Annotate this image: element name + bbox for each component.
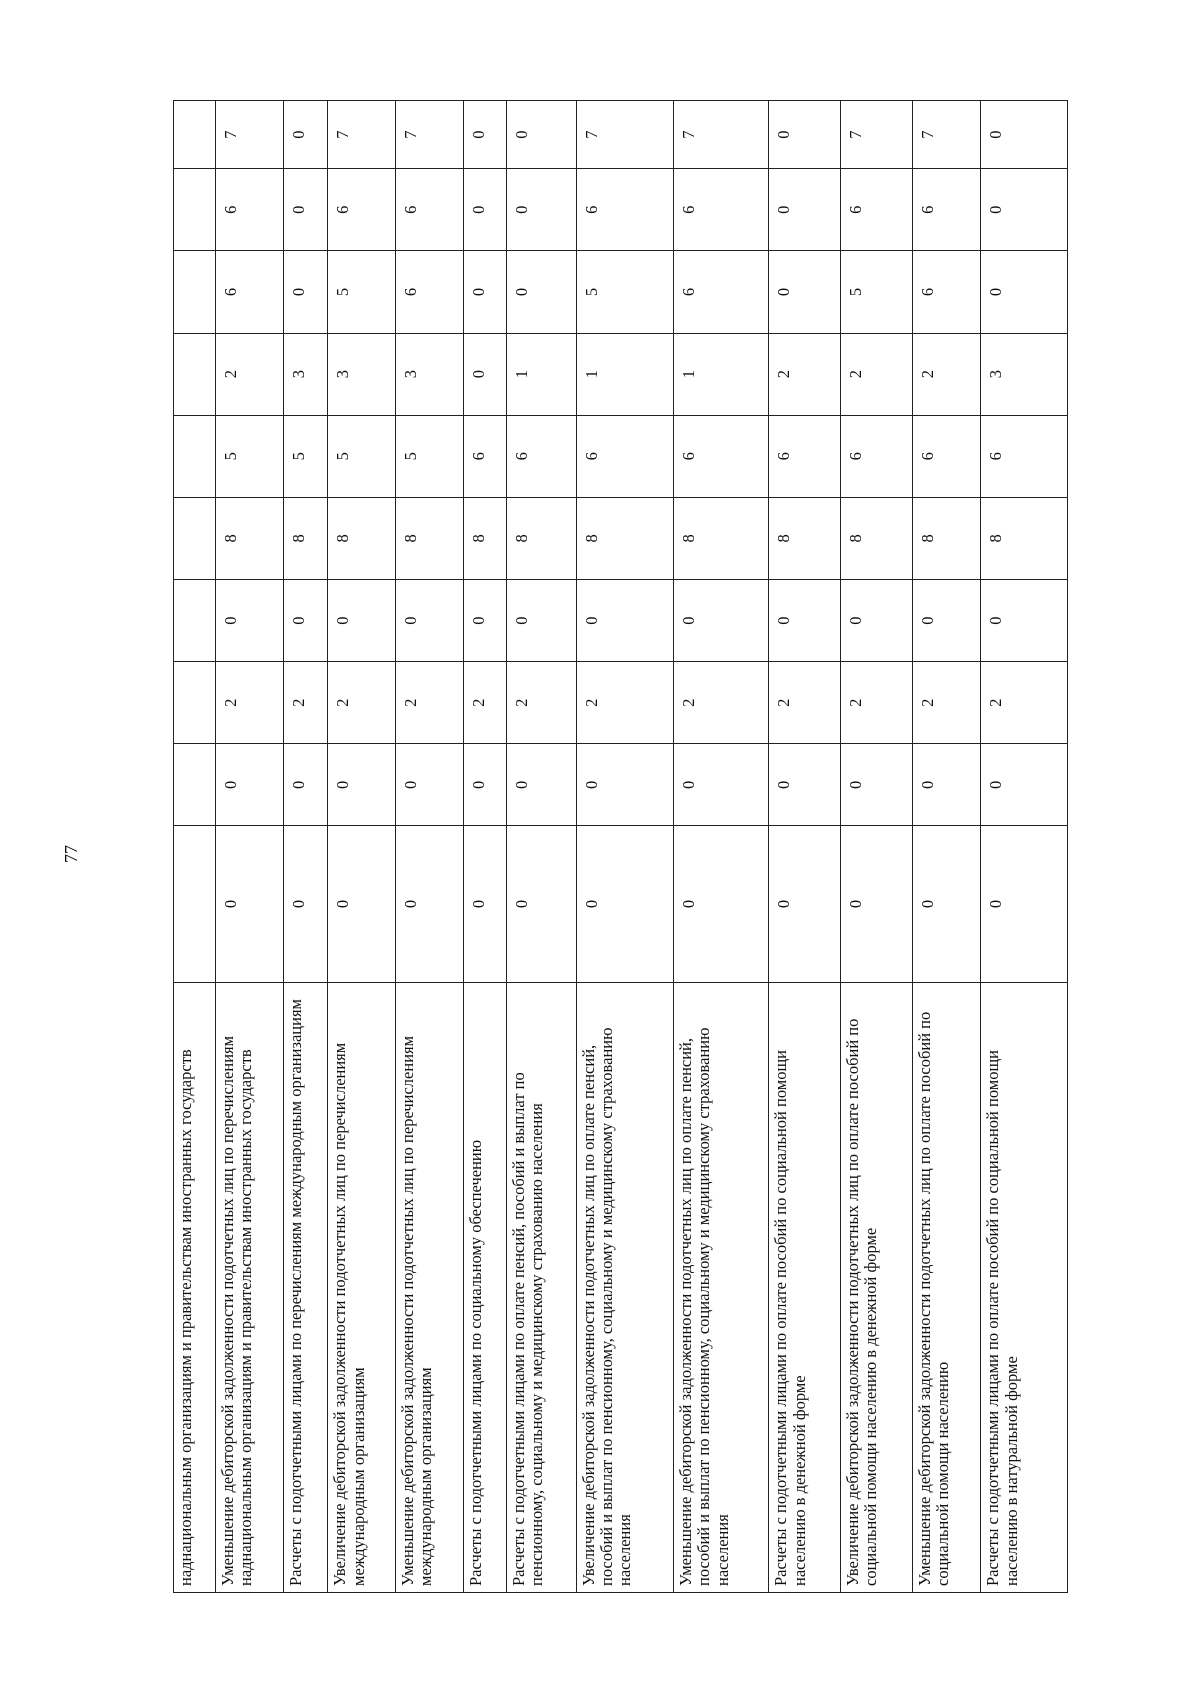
- table-cell: 0: [769, 580, 841, 662]
- row-label: Уменьшение дебиторской задолженности подотчетных лиц по перечислениям наднациональным организациям и правительствам иностранных государств: [215, 982, 284, 1592]
- table-cell: 0: [981, 826, 1068, 982]
- table-cell: 8: [912, 497, 981, 579]
- table-cell: 0: [215, 744, 284, 826]
- table-cell: [174, 744, 216, 826]
- table-cell: 0: [981, 744, 1068, 826]
- table-cell: 7: [912, 101, 981, 169]
- table-cell: [174, 580, 216, 662]
- table-cell: 5: [328, 415, 395, 497]
- table-cell: 0: [673, 826, 768, 982]
- table-cell: 8: [506, 497, 576, 579]
- table-cell: 0: [464, 333, 507, 415]
- table-row: [840, 101, 912, 1593]
- table-cell: 8: [328, 497, 395, 579]
- table-cell: 5: [576, 251, 673, 333]
- table-cell: 0: [840, 580, 912, 662]
- table-cell: 6: [395, 251, 464, 333]
- table-cell: 0: [769, 744, 841, 826]
- table-cell: 0: [464, 251, 507, 333]
- table-cell: 2: [215, 662, 284, 744]
- table-cell: 0: [328, 826, 395, 982]
- row-label: Уменьшение дебиторской задолженности подотчетных лиц по перечислениям международным организациям: [395, 982, 464, 1592]
- table-cell: [174, 333, 216, 415]
- table-cell: 0: [215, 826, 284, 982]
- table-cell: 2: [912, 662, 981, 744]
- page-number: 77: [61, 845, 81, 863]
- table-cell: 0: [912, 580, 981, 662]
- row-label: Расчеты с подотчетными лицами по оплате пособий по социальной помощи населению в денежной форме: [769, 982, 841, 1592]
- table-cell: 0: [284, 169, 328, 251]
- table-cell: [174, 662, 216, 744]
- table-cell: 0: [284, 251, 328, 333]
- table-cell: [174, 251, 216, 333]
- table-cell: 7: [328, 101, 395, 169]
- table-cell: 2: [506, 662, 576, 744]
- row-label: Уменьшение дебиторской задолженности подотчетных лиц по оплате пособий по социальной помощи населению: [912, 982, 981, 1592]
- table-cell: 2: [840, 662, 912, 744]
- table-cell: 0: [464, 101, 507, 169]
- table-cell: 0: [912, 826, 981, 982]
- table-cell: 8: [840, 497, 912, 579]
- table-cell: 2: [673, 662, 768, 744]
- table-cell: 0: [506, 580, 576, 662]
- table-cell: 2: [464, 662, 507, 744]
- table-row: [506, 101, 576, 1593]
- table-cell: 2: [912, 333, 981, 415]
- row-label: Увеличение дебиторской задолженности подотчетных лиц по оплате пособий по социальной помощи населению в денежной форме: [840, 982, 912, 1592]
- table-cell: 0: [328, 744, 395, 826]
- table-cell: 0: [576, 744, 673, 826]
- table-cell: 0: [673, 744, 768, 826]
- row-label: Расчеты с подотчетными лицами по оплате пенсий, пособий и выплат по пенсионному, социальному и медицинскому страхованию населения: [506, 982, 576, 1592]
- table-cell: 6: [328, 169, 395, 251]
- table-row: [395, 101, 464, 1593]
- table-cell: 0: [506, 251, 576, 333]
- table-cell: 0: [464, 744, 507, 826]
- table-cell: 6: [215, 169, 284, 251]
- table-cell: 8: [769, 497, 841, 579]
- table-row: [215, 101, 284, 1593]
- table-cell: 0: [284, 744, 328, 826]
- table-cell: 7: [673, 101, 768, 169]
- table-row: [769, 101, 841, 1593]
- table-cell: [174, 826, 216, 982]
- table-cell: 8: [576, 497, 673, 579]
- table-cell: [174, 415, 216, 497]
- table-cell: 0: [464, 580, 507, 662]
- table-cell: 6: [840, 169, 912, 251]
- table-cell: 0: [284, 826, 328, 982]
- table-cell: 2: [769, 333, 841, 415]
- rotated-table-container: [173, 100, 1068, 1593]
- table-cell: 0: [576, 580, 673, 662]
- table-cell: 2: [840, 333, 912, 415]
- table-cell: 0: [328, 580, 395, 662]
- table-cell: 3: [328, 333, 395, 415]
- table-cell: 3: [395, 333, 464, 415]
- table-cell: 8: [215, 497, 284, 579]
- table-cell: 6: [215, 251, 284, 333]
- table-cell: 6: [464, 415, 507, 497]
- table-cell: 2: [284, 662, 328, 744]
- table-cell: 6: [395, 169, 464, 251]
- table-cell: [174, 169, 216, 251]
- table-cell: 0: [284, 580, 328, 662]
- row-label: Увеличение дебиторской задолженности подотчетных лиц по оплате пенсий, пособий и выплат по пенсионному, социальному и медицинскому страхованию населения: [576, 982, 673, 1592]
- table-cell: 6: [840, 415, 912, 497]
- table-cell: 0: [506, 169, 576, 251]
- table-cell: 3: [981, 333, 1068, 415]
- table-cell: 6: [912, 415, 981, 497]
- table-cell: 0: [840, 744, 912, 826]
- row-label: Расчеты с подотчетными лицами по социальному обеспечению: [464, 982, 507, 1592]
- table-cell: 0: [981, 169, 1068, 251]
- table-cell: 1: [673, 333, 768, 415]
- table-cell: 8: [464, 497, 507, 579]
- table-cell: 6: [912, 169, 981, 251]
- table-cell: 0: [284, 101, 328, 169]
- table-cell: [174, 497, 216, 579]
- table-cell: 6: [673, 169, 768, 251]
- row-label: Расчеты с подотчетными лицами по перечислениям международным организациям: [284, 982, 328, 1592]
- table-cell: 2: [576, 662, 673, 744]
- table-cell: 6: [912, 251, 981, 333]
- table-cell: 3: [284, 333, 328, 415]
- table-cell: 0: [506, 826, 576, 982]
- table-row: [328, 101, 395, 1593]
- table-row: [673, 101, 768, 1593]
- table-cell: 1: [506, 333, 576, 415]
- table-cell: 2: [215, 333, 284, 415]
- row-label: Расчеты с подотчетными лицами по оплате пособий по социальной помощи населению в натуральной форме: [981, 982, 1068, 1592]
- row-label: наднациональным организациям и правительствам иностранных государств: [174, 982, 216, 1592]
- table-row: [981, 101, 1068, 1593]
- table-cell: 0: [506, 744, 576, 826]
- account-codes-table: [173, 100, 1068, 1593]
- row-label: Уменьшение дебиторской задолженности подотчетных лиц по оплате пенсий, пособий и выплат по пенсионному, социальному и медицинскому страхованию населения: [673, 982, 768, 1592]
- table-cell: 0: [981, 251, 1068, 333]
- table-cell: 5: [328, 251, 395, 333]
- table-cell: 8: [395, 497, 464, 579]
- table-cell: 0: [981, 101, 1068, 169]
- table-cell: 7: [395, 101, 464, 169]
- table-cell: 6: [769, 415, 841, 497]
- table-row: [912, 101, 981, 1593]
- table-row: [576, 101, 673, 1593]
- table-cell: 7: [840, 101, 912, 169]
- table-cell: 5: [395, 415, 464, 497]
- table-cell: 0: [395, 826, 464, 982]
- table-cell: 5: [215, 415, 284, 497]
- table-row: [464, 101, 507, 1593]
- table-cell: 0: [769, 169, 841, 251]
- table-cell: 7: [215, 101, 284, 169]
- table-cell: 6: [506, 415, 576, 497]
- table-cell: 0: [464, 169, 507, 251]
- table-cell: 1: [576, 333, 673, 415]
- table-cell: [174, 101, 216, 169]
- table-cell: 0: [912, 744, 981, 826]
- table-cell: 8: [284, 497, 328, 579]
- table-cell: 6: [673, 415, 768, 497]
- row-label: Увеличение дебиторской задолженности подотчетных лиц по перечислениям международным организациям: [328, 982, 395, 1592]
- table-cell: 0: [840, 826, 912, 982]
- table-cell: 2: [769, 662, 841, 744]
- table-cell: 6: [576, 415, 673, 497]
- table-cell: 0: [506, 101, 576, 169]
- table-cell: 8: [981, 497, 1068, 579]
- table-cell: 0: [576, 826, 673, 982]
- table-cell: 0: [981, 580, 1068, 662]
- table-cell: 6: [673, 251, 768, 333]
- table-cell: 5: [284, 415, 328, 497]
- table-cell: 2: [395, 662, 464, 744]
- table-row: [174, 101, 216, 1593]
- table-cell: 0: [464, 826, 507, 982]
- table-cell: 0: [769, 251, 841, 333]
- table-cell: 0: [769, 101, 841, 169]
- table-cell: 5: [840, 251, 912, 333]
- table-cell: 0: [769, 826, 841, 982]
- table-cell: 0: [395, 580, 464, 662]
- table-cell: 0: [215, 580, 284, 662]
- table-cell: 0: [673, 580, 768, 662]
- table-cell: 6: [981, 415, 1068, 497]
- table-cell: 2: [328, 662, 395, 744]
- table-row: [284, 101, 328, 1593]
- table-cell: 2: [981, 662, 1068, 744]
- table-cell: 0: [395, 744, 464, 826]
- table-cell: 7: [576, 101, 673, 169]
- table-cell: 6: [576, 169, 673, 251]
- table-cell: 8: [673, 497, 768, 579]
